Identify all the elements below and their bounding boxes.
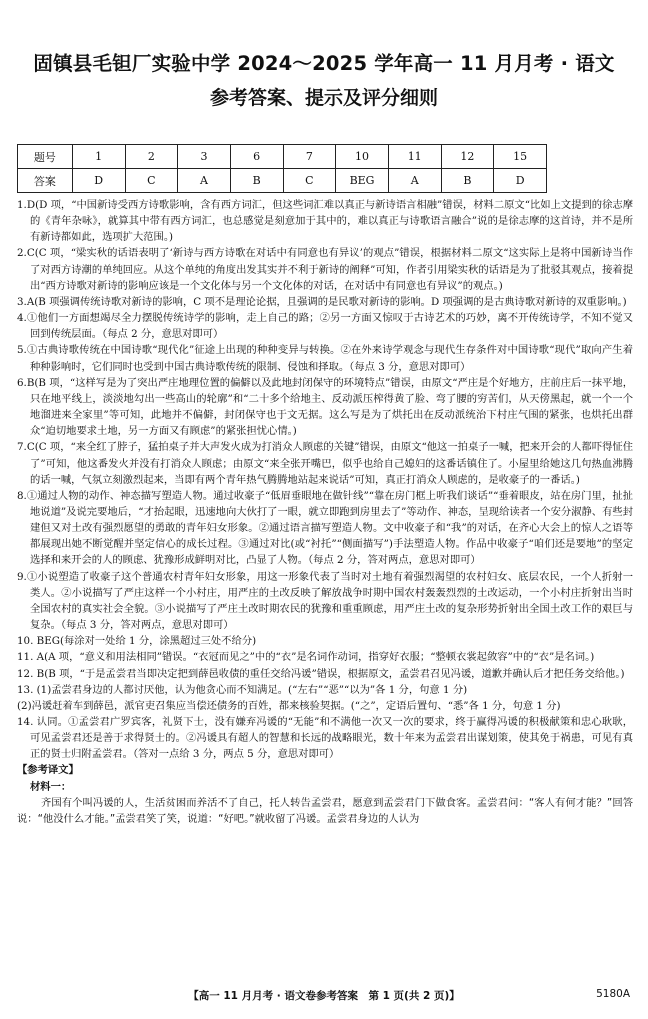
- answer-table-question-row: [18, 145, 547, 169]
- answer-cell: A: [178, 169, 231, 193]
- question-number: 10: [336, 145, 389, 169]
- explanation-q10: 10. BEG(每涂对一处给 1 分，涂黑超过三处不给分): [17, 635, 257, 648]
- answer-cell: BEG: [336, 169, 389, 193]
- explanation-q5: 5.①古典诗歌传统在中国诗歌“现代化”征途上出现的种种变异与转换。②在外来诗学观念与现代生存条件对中国诗歌“现代”取向产生着种种影响时，它们同时也受到中国古典诗歌传统的限制、侵蚀和择取。（每点 3 分，意思对即可）: [17, 344, 633, 373]
- answer-cell: D: [72, 169, 125, 193]
- explanation-q11: 11. A(A 项，“意义和用法相同”错误。“衣冠而见之”中的“衣”是名词作动词，指穿好衣服；“整顿衣裳起敛容”中的“衣”是名词。): [17, 651, 595, 664]
- answer-cell: A: [388, 169, 441, 193]
- answer-cell: C: [283, 169, 336, 193]
- explanation-q2: 2.C(C 项，“梁实秋的话语表明了‘新诗与西方诗歌在对话中有同意也有异议’的观点”错误，根据材料二原文“这实际上是将中国新诗当作了对西方诗潮的单纯回应。从这个单纯的角度出发其实并不利于新诗的阐释”可知，作者引用梁实秋的话语是为了批驳其观点，接着提出“西方诗歌对新诗的影响应该是一个文化体与另一个文化体的对话，在对话中有同意也有异议”的观点。): [17, 247, 633, 292]
- paper-code: 5180A: [596, 988, 630, 1000]
- question-number: 12: [441, 145, 494, 169]
- question-number: 6: [230, 145, 283, 169]
- row-label-question: 题号: [18, 145, 73, 169]
- answer-table-answer-row: [18, 169, 547, 193]
- translation-heading: 【参考译文】: [17, 764, 79, 777]
- question-number: 3: [178, 145, 231, 169]
- explanation-q13-part1: 13. (1)孟尝君身边的人都讨厌他，认为他贪心而不知满足。(“左右”“恶”“以为”各 1 分，句意 1 分): [17, 683, 468, 696]
- explanation-q7: 7.C(C 项，“来全红了脖子，猛拍桌子并大声发火成为打消众人顾虑的关键”错误，由原文“他这一拍桌子一喊，把来开会的人都吓得怔住了”可知，他这番发火并没有打消众人顾虑；由原文“来全张开嘴巴，似乎也给自己媳妇的这番话镇住了。小屋里给她这几句热血沸腾的话一喊，气氛立刻激烈起来，当即有两个青年热气腾腾地站起来说话”可知，真正打消众人顾虑的，是收豪子的一番话。): [17, 441, 633, 486]
- explanation-q13-part2: (2)冯谖赶着车到薛邑，派官吏召集应当偿还债务的百姓，都来核验契据。(“之”，定语后置句、“悉”各 1 分，句意 1 分): [17, 699, 561, 712]
- question-number: 1: [72, 145, 125, 169]
- answer-table: [17, 144, 547, 193]
- page-footer: 【高一 11 月月考 · 语文卷参考答案 第 1 页(共 2 页)】: [188, 990, 460, 1002]
- question-number: 2: [125, 145, 178, 169]
- explanation-q1: 1.D(D 项，“中国新诗受西方诗歌影响，含有西方词汇，但这些词汇难以真正与新诗语言相融”错误，材料二原文“比如上文提到的徐志摩的《青年杂咏》，就算其中带有西方词汇，也总感觉是刻意加于其中的，难以真正与诗歌语言融合”说的是徐志摩的这首诗，并不是所有新诗都如此，选项扩大范围。): [17, 199, 633, 244]
- translation-text: 齐国有个叫冯谖的人，生活贫困而养活不了自己，托人转告孟尝君，愿意到孟尝君门下做食客。孟尝君问：“客人有何才能？”回答说：“他没什么才能。”孟尝君笑了笑，说道：“好吧。”就收留了冯谖。孟尝君身边的人认为: [17, 796, 633, 825]
- page-title: 固镇县毛钽厂实验中学 2024～2025 学年高一 11 月月考 · 语文: [33, 52, 615, 75]
- row-label-answer: 答案: [18, 169, 73, 193]
- explanations: [17, 197, 633, 827]
- answer-cell: B: [441, 169, 494, 193]
- answer-cell: B: [230, 169, 283, 193]
- explanation-q12: 12. B(B 项，“于是孟尝君当即决定把到薛邑收债的重任交给冯谖”错误，根据原文，孟尝君召见冯谖，道歉并确认后才把任务交给他。): [17, 667, 625, 680]
- explanation-q9: 9.①小说塑造了收豪子这个普通农村青年妇女形象，用这一形象代表了当时对土地有着强烈渴望的农村妇女、底层农民，一个人折射一类人。②小说描写了严庄这样一个小村庄，用严庄的土改反映了解放战争时期中国农村轰轰烈烈的土改运动，一个小村庄折射出当时全国农村的真实社会全貌。③小说描写了严庄土改时期农民的犹豫和重重顾虑，用严庄土改的复杂形势折射出全国土改工作的艰巨与复杂。（每点 3 分，答对两点，意思对即可）: [17, 570, 633, 632]
- question-number: 15: [494, 145, 547, 169]
- page-subtitle: 参考答案、提示及评分细则: [209, 87, 438, 109]
- answer-cell: C: [125, 169, 178, 193]
- explanation-q8: 8.①通过人物的动作、神态描写塑造人物。通过收豪子“低眉垂眼地在做针线”“靠在房门框上听我们谈话”“垂着眼皮，站在房门里，扯扯地说道”及说完要地后，“才抬起眼，迅速地向大伙打了一眼，就立即跑到房里去了”等动作、神态，呈现给读者一个安分淑静、有些封建但又对土改有强烈愿望的勇敢的青年妇女形象。②通过语言描写塑造人物。文中收豪子和“我”的对话，在齐心大会上的惊人之语等都展现出她不断觉醒并坚定信心的成长过程。③通过对比(或“衬托”“侧面描写”)手法塑造人物。作品中收豪子“咱们还是要地”的坚定选择和来开会的人的顾虑、犹豫形成鲜明对比，凸显了人物。（每点 2 分，答对两点，意思对即可）: [17, 489, 633, 567]
- explanation-q4: 4.①他们一方面想竭尽全力摆脱传统诗学的影响，走上自己的路；②另一方面又惊叹于古诗艺术的巧妙，离不开传统诗学，不知不觉又回到传统层面。（每点 2 分，意思对即可）: [17, 312, 633, 341]
- explanation-q14: 14. 认同。①孟尝君广罗宾客，礼贤下士，没有嫌弃冯谖的“无能”和不满他一次又一次的要求，终于赢得冯谖的积极献策和忠心耿耿，可见孟尝君还是善于求得贤士的。②冯谖具有超人的智慧和长远的战略眼光，数十年来为孟尝君出谋划策，使其免于祸患，可见有真正的贤士归附孟尝君。（答对一点给 3 分，两点 5 分，意思对即可）: [17, 716, 633, 761]
- question-number: 7: [283, 145, 336, 169]
- explanation-q6: 6.B(B 项，“这样写是为了突出严庄地理位置的偏僻以及此地封闭保守的环境特点”错误，由原文“严庄是个好地方，庄前庄后一抹平地，只在地平线上，淡淡地勾出一些高山的轮廓”和“二十多个给地主、反动派压榨得黄了脸、弯了腰的穷苦们，从天傍黑起，就一个一个地溜进来全家里”等可知，此地并不偏僻，封闭保守也于文无据。这么写是为了烘托出在反动派统治下村庄气围的紧张，也烘托出群众“迫切地要求土地，另一方面又有顾虑”的紧张担忧心情。): [17, 376, 633, 438]
- explanation-q3: 3.A(B 项强调传统诗歌对新诗的影响，C 项不是理论论据，且强调的是民歌对新诗的影响。D 项强调的是古典诗歌对新诗的双重影响。): [17, 295, 627, 308]
- answer-cell: D: [494, 169, 547, 193]
- question-number: 11: [388, 145, 441, 169]
- material-label: 材料一：: [30, 780, 72, 793]
